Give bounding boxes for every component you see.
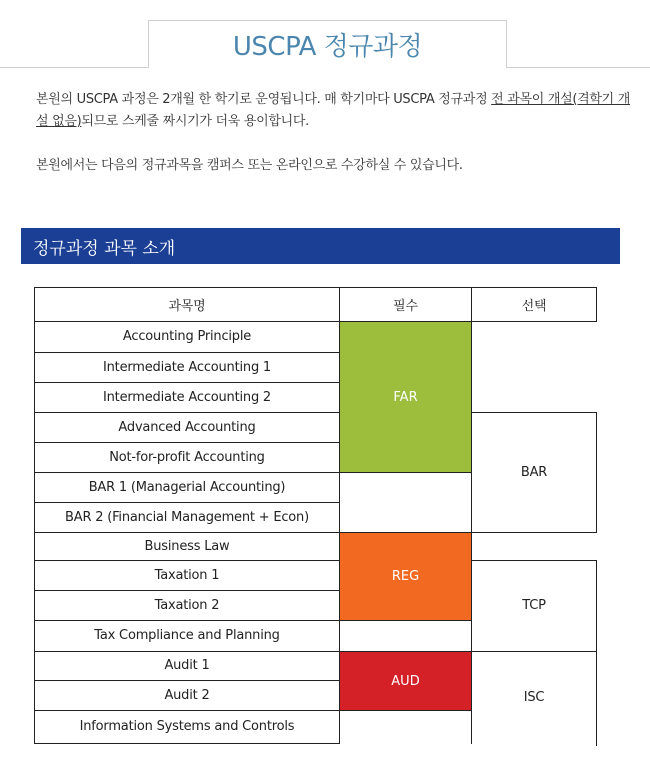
course-row: Audit 1 [164, 658, 210, 673]
elective-isc: ISC [523, 689, 545, 705]
intro-text: 본원의 USCPA 과정은 2개월 한 학기로 운영됩니다. 매 학기마다 USCPA 정규과정 [36, 92, 492, 107]
table-line [35, 743, 340, 744]
course-row: Advanced Accounting [118, 419, 256, 435]
table-line [35, 321, 597, 322]
table-line [35, 560, 340, 561]
table-line [596, 287, 597, 322]
course-row: Audit 2 [164, 687, 210, 703]
table-line [35, 382, 340, 383]
intro-paragraph-2: 본원에서는 다음의 정규과목을 캠퍼스 또는 온라인으로 수강하실 수 있습니다. [36, 158, 463, 173]
table-line [34, 287, 35, 744]
reg-badge: REG [340, 533, 471, 620]
table-line [35, 502, 340, 503]
course-row: Intermediate Accounting 1 [103, 359, 271, 375]
course-row: Taxation 2 [154, 597, 220, 613]
table-line [35, 412, 340, 413]
course-row: Business Law [144, 538, 230, 554]
course-row: BAR 1 (Managerial Accounting) [88, 479, 286, 495]
table-line [471, 412, 597, 413]
section-header [21, 228, 620, 264]
header-elective: 선택 [521, 299, 547, 314]
section-title: 정규과정 과목 소개 [33, 238, 176, 259]
table-line [35, 287, 597, 288]
table-line [35, 532, 597, 533]
table-line [35, 680, 340, 681]
intro-paragraph [36, 89, 636, 133]
course-row: Tax Compliance and Planning [94, 628, 280, 643]
table-line [35, 352, 340, 353]
intro-underlined-text: 전 과목이 개설(격학기 개설 없음) [36, 92, 631, 129]
table-line [35, 651, 597, 652]
far-badge: FAR [340, 322, 471, 472]
header-required: 필수 [393, 299, 418, 314]
aud-badge: AUD [340, 652, 471, 710]
header-course-name: 과목명 [168, 299, 206, 314]
page-title: USCPA 정규과정 [232, 32, 423, 62]
table-line [339, 287, 340, 744]
table-line [471, 560, 597, 561]
course-row: Intermediate Accounting 2 [103, 389, 271, 405]
table-line [35, 620, 471, 621]
elective-tcp: TCP [522, 598, 546, 613]
course-row: Not-for-profit Accounting [109, 449, 265, 465]
table-line [596, 412, 597, 533]
table-line [35, 472, 471, 473]
table-line [35, 710, 471, 711]
title-box [148, 20, 507, 68]
elective-bar: BAR [520, 464, 548, 480]
course-row: Information Systems and Controls [79, 719, 295, 734]
table-line [35, 590, 340, 591]
course-row: Taxation 1 [154, 567, 220, 583]
table-line [471, 287, 472, 744]
table-line [596, 560, 597, 746]
table-line [35, 442, 340, 443]
course-row: BAR 2 (Financial Management + Econ) [65, 509, 309, 525]
course-row: Accounting Principle [122, 329, 252, 344]
intro-text-end: 되므로 스케줄 짜시기가 더욱 용이합니다. [81, 114, 309, 129]
